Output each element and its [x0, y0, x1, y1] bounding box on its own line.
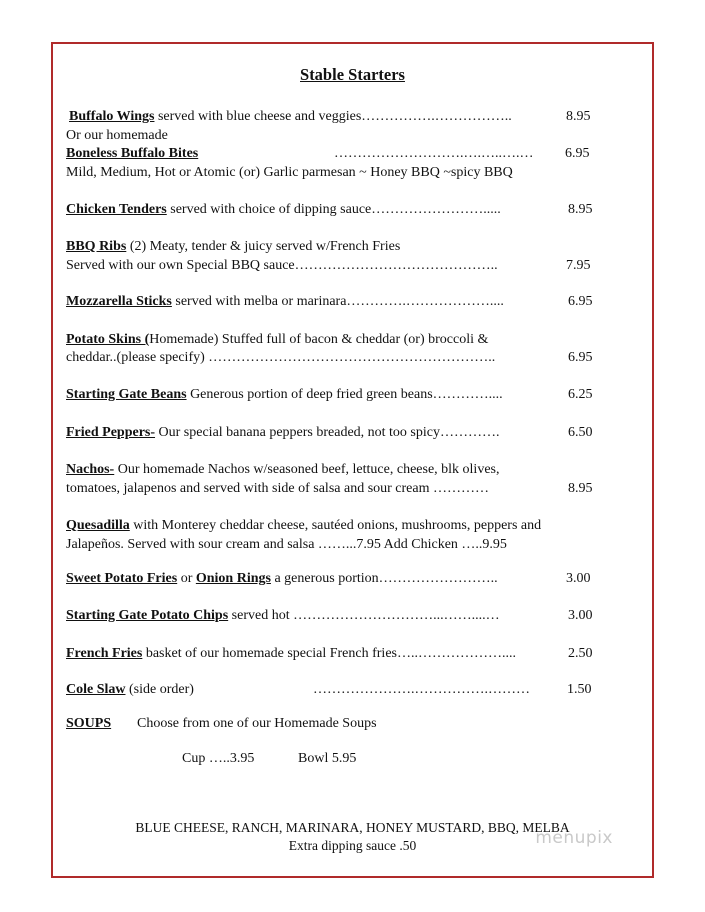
- item-desc: Choose from one of our Homemade Soups: [137, 716, 377, 731]
- item-leader: ……………………….….…..….…: [334, 146, 534, 161]
- item-price: 8.95: [568, 202, 593, 217]
- soup-bowl-price: Bowl 5.95: [298, 751, 357, 766]
- item-name: French Fries: [66, 646, 143, 661]
- item-price: 1.50: [567, 682, 592, 697]
- item-desc-2: Jalapeños. Served with sour cream and salsa ……...7.95 Add Chicken …..9.95: [66, 537, 507, 552]
- menu-item-boneless-bites: [66, 145, 626, 162]
- item-desc: Our special banana peppers breaded, not too spicy………….: [155, 425, 500, 440]
- item-price: 6.95: [568, 294, 593, 309]
- item-price: 7.95: [566, 258, 591, 273]
- soup-cup-price: Cup …..3.95: [182, 751, 255, 766]
- item-desc: basket of our homemade special French fries…..………………....: [142, 646, 516, 661]
- menu-item-potato-chips: [66, 607, 626, 624]
- item-price: 3.00: [566, 571, 591, 586]
- menu-item-potato-skins: [66, 331, 626, 348]
- menu-item-quesadilla: [66, 517, 626, 534]
- menu-item-chicken-tenders: [66, 201, 626, 218]
- menu-item-fried-peppers: [66, 424, 626, 441]
- item-name: Cole Slaw: [66, 682, 126, 697]
- item-name: SOUPS: [66, 716, 112, 731]
- menu-item-sweet-potato-fries: [66, 570, 626, 587]
- item-name: Fried Peppers-: [66, 425, 156, 440]
- menu-note-or: Or our homemade: [66, 128, 168, 143]
- item-desc: served hot …………………………...……....…: [228, 608, 500, 623]
- dipping-sauce-note: Extra dipping sauce .50: [288, 838, 417, 853]
- item-name: BBQ Ribs: [66, 239, 127, 254]
- item-name: Sweet Potato Fries: [66, 571, 178, 586]
- item-price: 8.95: [566, 109, 591, 124]
- item-name-2: Onion Rings: [195, 571, 271, 586]
- item-name: Chicken Tenders: [66, 202, 167, 217]
- item-name: Starting Gate Potato Chips: [66, 608, 229, 623]
- item-price: 3.00: [568, 608, 593, 623]
- item-desc: with Monterey cheddar cheese, sautéed onions, mushrooms, peppers and: [129, 518, 542, 533]
- menu-item-buffalo-wings: [69, 108, 629, 125]
- menu-title: Stable Starters: [300, 65, 405, 84]
- item-desc: served with blue cheese and veggies…………….……………..: [154, 109, 512, 124]
- item-desc-2: cheddar..(please specify) ……………………………………………………..: [66, 350, 496, 365]
- item-desc: Our homemade Nachos w/seasoned beef, lettuce, cheese, blk olives,: [114, 462, 500, 477]
- item-desc: Homemade) Stuffed full of bacon & cheddar (or) broccoli &: [149, 332, 489, 347]
- item-desc: served with choice of dipping sauce…………………….....: [166, 202, 501, 217]
- menu-item-mozzarella-sticks: [66, 293, 626, 310]
- item-name: Potato Skins (: [66, 332, 150, 347]
- item-leader: ………………….…………….………: [313, 682, 530, 697]
- item-desc: Generous portion of deep fried green beans…………....: [186, 387, 503, 402]
- item-name: Mozzarella Sticks: [66, 294, 172, 309]
- item-price: 6.95: [565, 146, 590, 161]
- item-desc-2: Served with our own Special BBQ sauce……………………………………..: [66, 258, 498, 273]
- menu-item-french-fries: [66, 645, 626, 662]
- item-price: 6.25: [568, 387, 593, 402]
- item-price: 8.95: [568, 481, 593, 496]
- item-price: 6.50: [568, 425, 593, 440]
- item-desc-2: tomatoes, jalapenos and served with side of salsa and sour cream …………: [66, 481, 490, 496]
- item-price: 2.50: [568, 646, 593, 661]
- item-price: 6.95: [568, 350, 593, 365]
- sauce-options: Mild, Medium, Hot or Atomic (or) Garlic parmesan ~ Honey BBQ ~spicy BBQ: [66, 165, 513, 180]
- item-or: or: [177, 571, 196, 586]
- item-desc: (2) Meaty, tender & juicy served w/French Fries: [126, 239, 401, 254]
- item-desc: a generous portion……………………..: [270, 571, 498, 586]
- item-name: Nachos-: [66, 462, 115, 477]
- menu-item-starting-gate-beans: [66, 386, 626, 403]
- item-name: Starting Gate Beans: [66, 387, 187, 402]
- menu-item-nachos: [66, 461, 626, 478]
- menu-item-bbq-ribs: [66, 238, 626, 255]
- item-name: Boneless Buffalo Bites: [66, 146, 199, 161]
- watermark: menupix: [535, 828, 613, 848]
- dipping-sauce-list: BLUE CHEESE, RANCH, MARINARA, HONEY MUSTARD, BBQ, MELBA: [135, 820, 570, 835]
- item-desc: (side order): [125, 682, 194, 697]
- item-name: Quesadilla: [66, 518, 130, 533]
- item-desc: served with melba or marinara………….………………....: [171, 294, 504, 309]
- item-name: Buffalo Wings: [69, 109, 155, 124]
